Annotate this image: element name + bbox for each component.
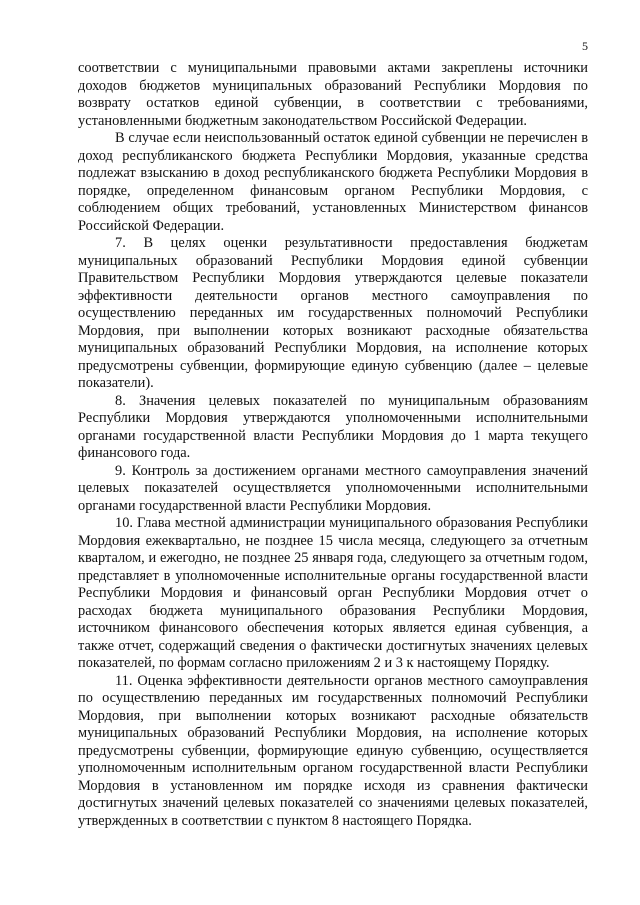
page-number: 5 <box>582 39 588 53</box>
paragraph-item-8: 8. Значения целевых показателей по муниципальным образованиям Республики Мордовия утверждаются уполномоченными исполнительными органами государственной власти Республики Мордовия до 1 марта текущего финансового года. <box>78 392 588 461</box>
paragraph-item-9: 9. Контроль за достижением органами местного самоуправления значений целевых показателей осуществляется уполномоченными исполнительными органами государственной власти Республики Мордовия. <box>78 462 588 514</box>
paragraph-item-11: 11. Оценка эффективности деятельности органов местного самоуправления по осуществлению переданных им государственных полномочий Республики Мордовия, при выполнении которых возникают расходные обязательств муниципальных образований Республики Мордовия, на исполнение которых предусмотрены субвенции, формирующие единую субвенцию, осуществляется уполномоченным исполнительным органом государственной власти Республики Мордовия в установленном им порядке исходя из сравнения фактически достигнутых значений целевых показателей со значениями целевых показателей, утвержденных в соответствии с пунктом 8 настоящего Порядка. <box>78 672 588 829</box>
paragraph-unused-balance: В случае если неиспользованный остаток единой субвенции не перечислен в доход республиканского бюджета Республики Мордовия, указанные средства подлежат взысканию в доход республиканского бюджета Республики Мордовия в порядке, определенном финансовым органом Республики Мордовия, с соблюдением общих требований, установленных Министерством финансов Российской Федерации. <box>78 130 588 234</box>
paragraph-continuation: соответствии с муниципальными правовыми актами закреплены источники доходов бюджетов муниципальных образований Республики Мордовия по возврату остатков единой субвенции, в соответствии с требованиями, установленными бюджетным законодательством Российской Федерации. <box>78 60 588 129</box>
paragraph-item-10: 10. Глава местной администрации муниципального образования Республики Мордовия ежеквартально, не позднее 15 числа месяца, следующего за отчетным кварталом, и ежегодно, не позднее 25 января года, следующего за отчетным годом, представляет в уполномоченные исполнительные органы государственной власти Республики Мордовия и финансовый орган Республики Мордовия отчет о расходах бюджета муниципального образования Республики Мордовия, источником финансового обеспечения которых является единая субвенция, а также отчет, содержащий сведения о фактически достигнутых значениях целевых показателей, по формам согласно приложениям 2 и 3 к настоящему Порядку. <box>78 515 588 671</box>
paragraph-item-7: 7. В целях оценки результативности предоставления бюджетам муниципальных образований Республики Мордовия единой субвенции Правительством Республики Мордовия утверждаются целевые показатели эффективности деятельности органов местного самоуправления по осуществлению переданных им государственных полномочий Республики Мордовия, при выполнении которых возникают расходные обязательства муниципальных образований Республики Мордовия, на исполнение которых предусмотрены субвенции, формирующие единую субвенцию (далее – целевые показатели). <box>78 235 588 391</box>
